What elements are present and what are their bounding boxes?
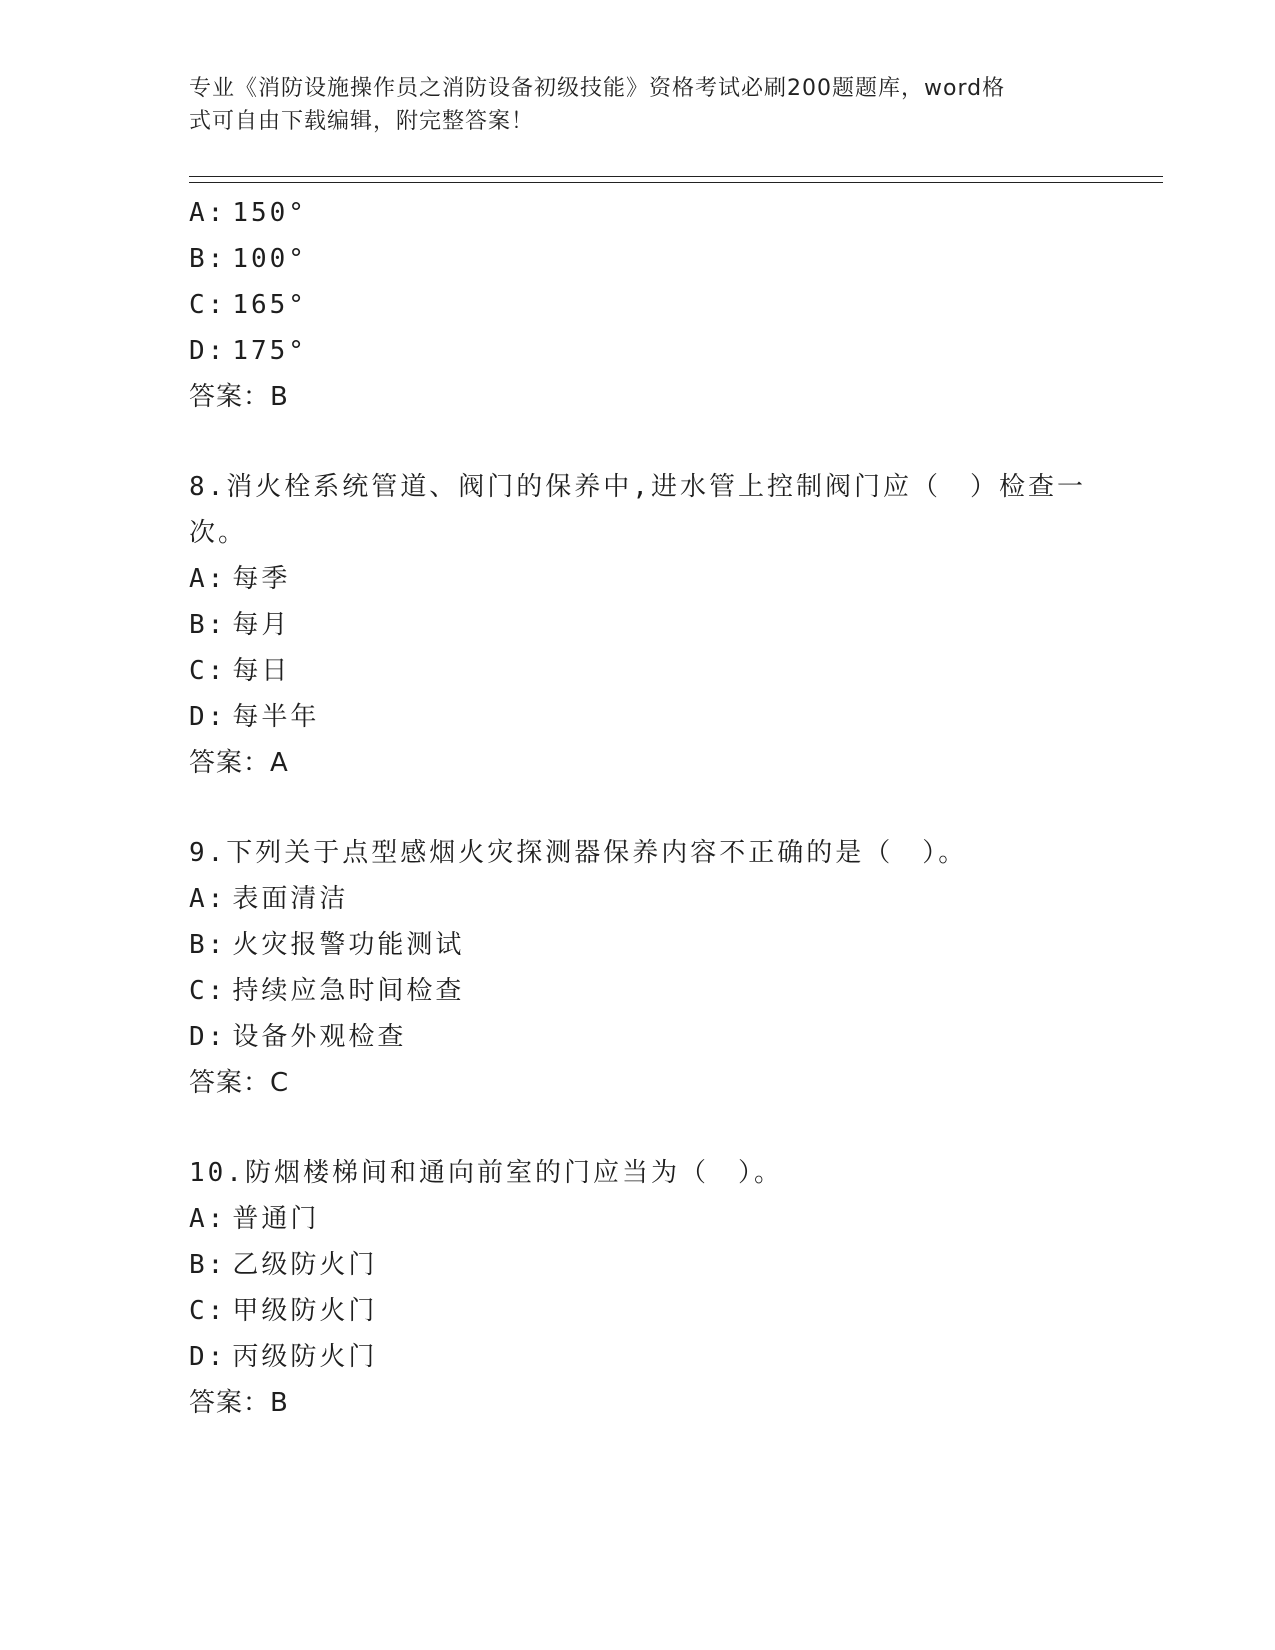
question-block-8 — [189, 464, 1089, 786]
header-rule-bottom — [189, 182, 1163, 183]
question-text: 9.下列关于点型感烟火灾探测器保养内容不正确的是（ ）。 — [189, 838, 968, 868]
question-text: 8.消火栓系统管道、阀门的保养中,进水管上控制阀门应（ ）检查一 — [189, 472, 1086, 502]
option-d: D: 设备外观检查 — [189, 1022, 407, 1052]
question-block-10 — [189, 1150, 1089, 1426]
document-header — [189, 72, 1079, 138]
header-line-1: 专业《消防设施操作员之消防设备初级技能》资格考试必刷200题题库，word格 — [189, 76, 1006, 101]
question-text-continued: 次。 — [189, 518, 248, 548]
option-a: A: 每季 — [189, 564, 291, 594]
question-content — [189, 190, 1089, 1426]
option-b: B: 乙级防火门 — [189, 1250, 378, 1280]
option-d: D: 每半年 — [189, 702, 320, 732]
option-c: C: 165° — [189, 290, 307, 320]
option-a: A: 150° — [189, 198, 307, 228]
option-a: A: 普通门 — [189, 1204, 320, 1234]
option-a: A: 表面清洁 — [189, 884, 349, 914]
option-c: C: 甲级防火门 — [189, 1296, 378, 1326]
option-b: B: 火灾报警功能测试 — [189, 930, 465, 960]
answer-line: 答案：C — [189, 1068, 290, 1098]
question-block-7 — [189, 190, 1089, 420]
header-rule-top — [189, 176, 1163, 177]
answer-line: 答案：A — [189, 748, 289, 778]
option-b: B: 100° — [189, 244, 307, 274]
option-c: C: 持续应急时间检查 — [189, 976, 465, 1006]
option-d: D: 175° — [189, 336, 307, 366]
question-text: 10.防烟楼梯间和通向前室的门应当为（ ）。 — [189, 1158, 783, 1188]
option-c: C: 每日 — [189, 656, 291, 686]
answer-line: 答案：B — [189, 1388, 289, 1418]
option-b: B: 每月 — [189, 610, 291, 640]
header-line-2: 式可自由下载编辑，附完整答案！ — [189, 109, 535, 134]
question-block-9 — [189, 830, 1089, 1106]
answer-line: 答案：B — [189, 382, 289, 412]
option-d: D: 丙级防火门 — [189, 1342, 378, 1372]
